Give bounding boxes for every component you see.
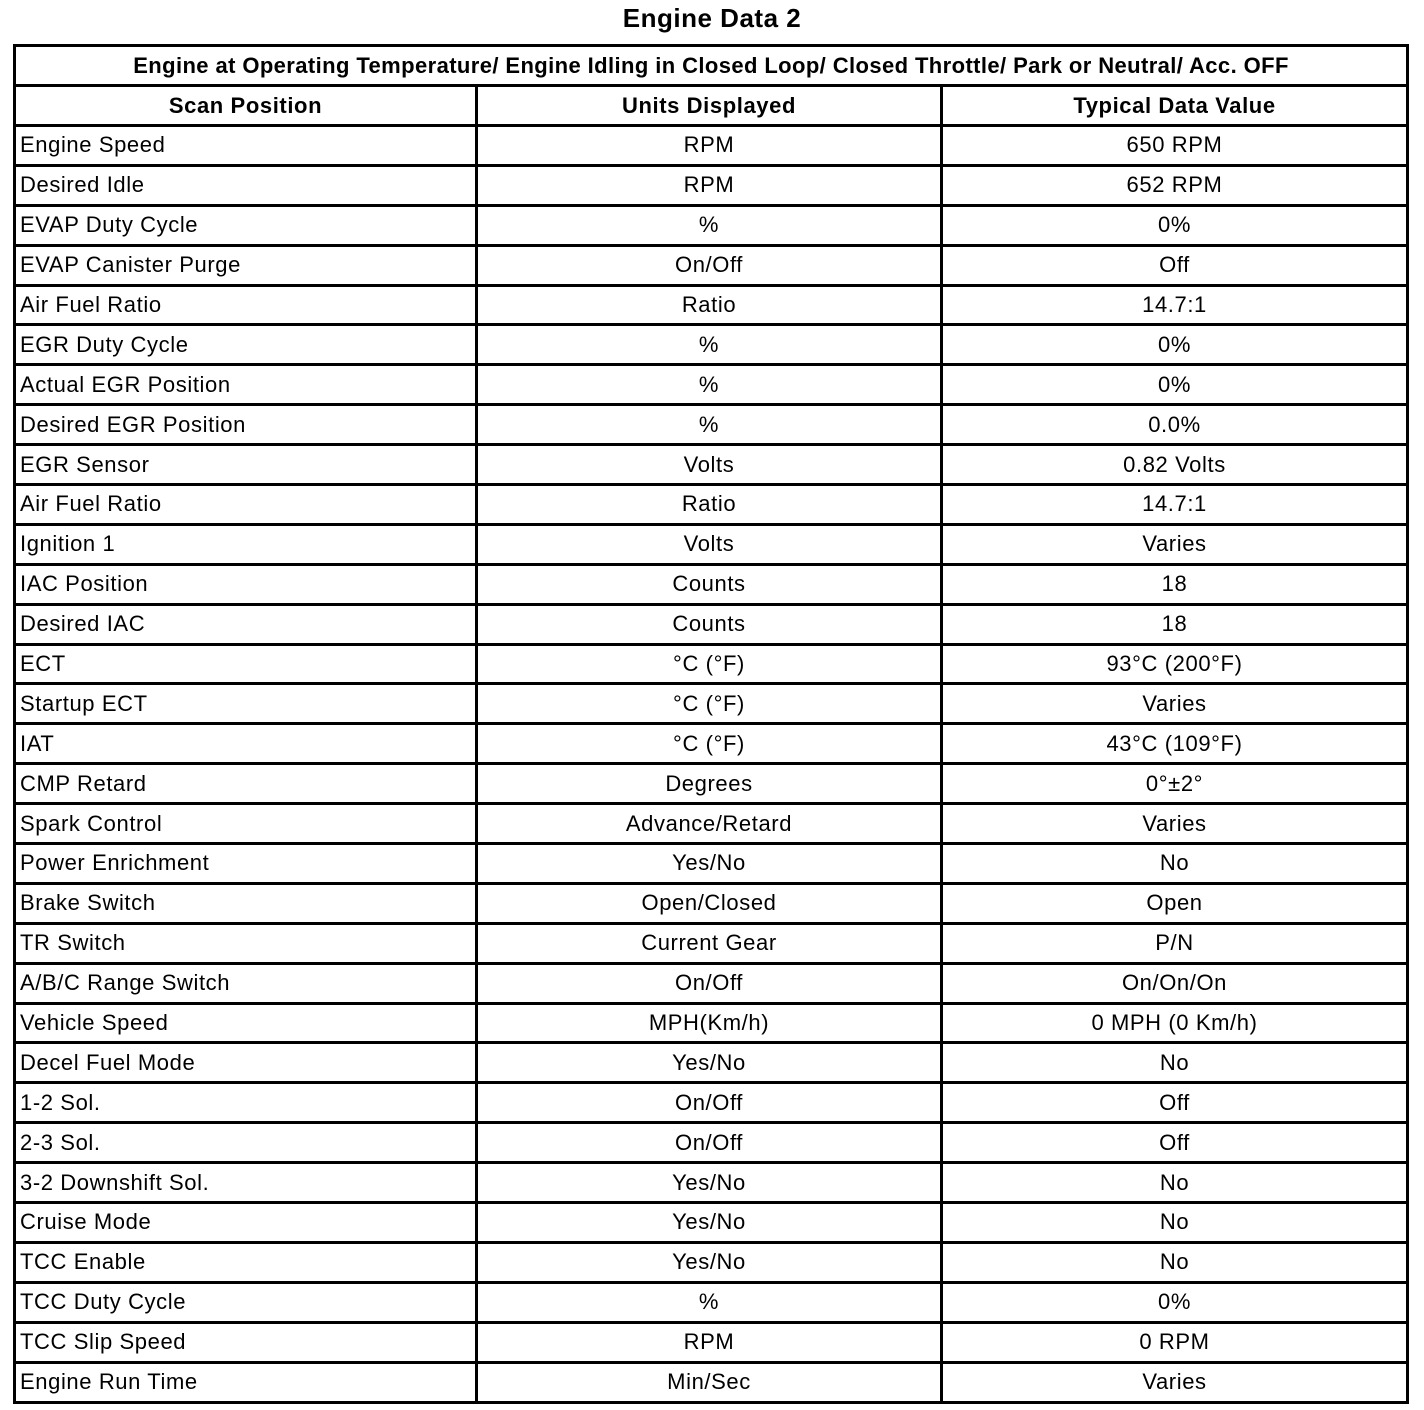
table-row	[15, 564, 1408, 604]
units-displayed-cell: Yes/No	[477, 1043, 942, 1083]
units-displayed-cell: Yes/No	[477, 1203, 942, 1243]
typical-data-value-cell: Varies	[942, 1362, 1408, 1402]
scan-position-cell: IAC Position	[15, 564, 477, 604]
units-displayed-cell: Volts	[477, 445, 942, 485]
scan-position-cell: Air Fuel Ratio	[15, 285, 477, 325]
scan-position-cell: Brake Switch	[15, 883, 477, 923]
units-displayed-cell: %	[477, 405, 942, 445]
table-row	[15, 405, 1408, 445]
condition-row	[15, 46, 1408, 86]
typical-data-value-cell: No	[942, 1163, 1408, 1203]
typical-data-value-cell: 14.7:1	[942, 285, 1408, 325]
typical-data-value-cell: No	[942, 1242, 1408, 1282]
engine-data-table	[13, 44, 1409, 1404]
units-displayed-cell: RPM	[477, 126, 942, 166]
scan-position-cell: Spark Control	[15, 804, 477, 844]
typical-data-value-cell: 14.7:1	[942, 485, 1408, 525]
typical-data-value-cell: No	[942, 844, 1408, 884]
typical-data-value-cell: 0°±2°	[942, 764, 1408, 804]
table-row	[15, 1043, 1408, 1083]
typical-data-value-cell: Open	[942, 883, 1408, 923]
typical-data-value-cell: 0 MPH (0 Km/h)	[942, 1003, 1408, 1043]
page-title: Engine Data 2	[622, 3, 802, 33]
header-typical-data-value: Typical Data Value	[942, 86, 1408, 126]
units-displayed-cell: Ratio	[477, 485, 942, 525]
units-displayed-cell: %	[477, 205, 942, 245]
scan-position-cell: 3-2 Downshift Sol.	[15, 1163, 477, 1203]
column-header-row	[15, 86, 1408, 126]
header-units-displayed: Units Displayed	[477, 86, 942, 126]
units-displayed-cell: On/Off	[477, 963, 942, 1003]
typical-data-value-cell: 43°C (109°F)	[942, 724, 1408, 764]
typical-data-value-cell: P/N	[942, 923, 1408, 963]
scan-position-cell: Startup ECT	[15, 684, 477, 724]
header-scan-position: Scan Position	[15, 86, 477, 126]
units-displayed-cell: RPM	[477, 1322, 942, 1362]
table-row	[15, 1203, 1408, 1243]
scan-position-cell: TR Switch	[15, 923, 477, 963]
units-displayed-cell: Yes/No	[477, 1163, 942, 1203]
typical-data-value-cell: Off	[942, 1123, 1408, 1163]
scan-position-cell: Desired Idle	[15, 165, 477, 205]
typical-data-value-cell: 18	[942, 604, 1408, 644]
table-row	[15, 883, 1408, 923]
typical-data-value-cell: 0%	[942, 205, 1408, 245]
typical-data-value-cell: Varies	[942, 804, 1408, 844]
scan-position-cell: Engine Run Time	[15, 1362, 477, 1402]
typical-data-value-cell: Varies	[942, 684, 1408, 724]
units-displayed-cell: Volts	[477, 524, 942, 564]
scan-position-cell: TCC Enable	[15, 1242, 477, 1282]
typical-data-value-cell: 0%	[942, 325, 1408, 365]
typical-data-value-cell: No	[942, 1203, 1408, 1243]
units-displayed-cell: Current Gear	[477, 923, 942, 963]
units-displayed-cell: °C (°F)	[477, 684, 942, 724]
typical-data-value-cell: Off	[942, 245, 1408, 285]
scan-position-cell: Cruise Mode	[15, 1203, 477, 1243]
units-displayed-cell: On/Off	[477, 1123, 942, 1163]
units-displayed-cell: Open/Closed	[477, 883, 942, 923]
table-row	[15, 524, 1408, 564]
units-displayed-cell: Ratio	[477, 285, 942, 325]
scan-position-cell: Ignition 1	[15, 524, 477, 564]
units-displayed-cell: °C (°F)	[477, 644, 942, 684]
units-displayed-cell: °C (°F)	[477, 724, 942, 764]
typical-data-value-cell: 0%	[942, 1282, 1408, 1322]
units-displayed-cell: On/Off	[477, 245, 942, 285]
table-row	[15, 325, 1408, 365]
table-row	[15, 1123, 1408, 1163]
scan-position-cell: Power Enrichment	[15, 844, 477, 884]
scan-position-cell: Air Fuel Ratio	[15, 485, 477, 525]
table-row	[15, 1163, 1408, 1203]
units-displayed-cell: %	[477, 365, 942, 405]
scan-position-cell: EGR Sensor	[15, 445, 477, 485]
typical-data-value-cell: 650 RPM	[942, 126, 1408, 166]
scan-position-cell: Actual EGR Position	[15, 365, 477, 405]
table-body	[15, 126, 1408, 1403]
scan-position-cell: A/B/C Range Switch	[15, 963, 477, 1003]
table-row	[15, 165, 1408, 205]
table-row	[15, 684, 1408, 724]
scan-position-cell: 1-2 Sol.	[15, 1083, 477, 1123]
scan-position-cell: EVAP Canister Purge	[15, 245, 477, 285]
typical-data-value-cell: Off	[942, 1083, 1408, 1123]
table-row	[15, 485, 1408, 525]
table-row	[15, 1282, 1408, 1322]
table-row	[15, 205, 1408, 245]
typical-data-value-cell: 93°C (200°F)	[942, 644, 1408, 684]
table-row	[15, 1083, 1408, 1123]
table-row	[15, 365, 1408, 405]
table-row	[15, 923, 1408, 963]
units-displayed-cell: RPM	[477, 165, 942, 205]
table-row	[15, 764, 1408, 804]
typical-data-value-cell: 0.82 Volts	[942, 445, 1408, 485]
table-row	[15, 1003, 1408, 1043]
typical-data-value-cell: 652 RPM	[942, 165, 1408, 205]
scan-position-cell: ECT	[15, 644, 477, 684]
table-row	[15, 604, 1408, 644]
units-displayed-cell: %	[477, 1282, 942, 1322]
typical-data-value-cell: Varies	[942, 524, 1408, 564]
typical-data-value-cell: On/On/On	[942, 963, 1408, 1003]
typical-data-value-cell: 0.0%	[942, 405, 1408, 445]
typical-data-value-cell: No	[942, 1043, 1408, 1083]
scan-position-cell: 2-3 Sol.	[15, 1123, 477, 1163]
units-displayed-cell: Min/Sec	[477, 1362, 942, 1402]
table-row	[15, 963, 1408, 1003]
table-row	[15, 644, 1408, 684]
typical-data-value-cell: 18	[942, 564, 1408, 604]
scan-position-cell: Engine Speed	[15, 126, 477, 166]
table-row	[15, 844, 1408, 884]
units-displayed-cell: On/Off	[477, 1083, 942, 1123]
table-row	[15, 285, 1408, 325]
scan-position-cell: Decel Fuel Mode	[15, 1043, 477, 1083]
table-row	[15, 1242, 1408, 1282]
units-displayed-cell: Degrees	[477, 764, 942, 804]
scan-position-cell: EVAP Duty Cycle	[15, 205, 477, 245]
table-row	[15, 126, 1408, 166]
typical-data-value-cell: 0%	[942, 365, 1408, 405]
scan-position-cell: TCC Slip Speed	[15, 1322, 477, 1362]
table-row	[15, 1322, 1408, 1362]
scan-position-cell: EGR Duty Cycle	[15, 325, 477, 365]
scan-position-cell: CMP Retard	[15, 764, 477, 804]
scan-position-cell: Desired IAC	[15, 604, 477, 644]
scan-position-cell: IAT	[15, 724, 477, 764]
units-displayed-cell: Yes/No	[477, 844, 942, 884]
table-row	[15, 1362, 1408, 1402]
scan-position-cell: Desired EGR Position	[15, 405, 477, 445]
units-displayed-cell: Counts	[477, 564, 942, 604]
units-displayed-cell: Counts	[477, 604, 942, 644]
scan-position-cell: Vehicle Speed	[15, 1003, 477, 1043]
table-row	[15, 445, 1408, 485]
condition-text: Engine at Operating Temperature/ Engine Idling in Closed Loop/ Closed Throttle/ Park or Neutral/ Acc. OFF	[15, 46, 1408, 86]
typical-data-value-cell: 0 RPM	[942, 1322, 1408, 1362]
units-displayed-cell: Yes/No	[477, 1242, 942, 1282]
scan-position-cell: TCC Duty Cycle	[15, 1282, 477, 1322]
units-displayed-cell: %	[477, 325, 942, 365]
table-row	[15, 804, 1408, 844]
units-displayed-cell: MPH(Km/h)	[477, 1003, 942, 1043]
table-row	[15, 245, 1408, 285]
units-displayed-cell: Advance/Retard	[477, 804, 942, 844]
table-row	[15, 724, 1408, 764]
